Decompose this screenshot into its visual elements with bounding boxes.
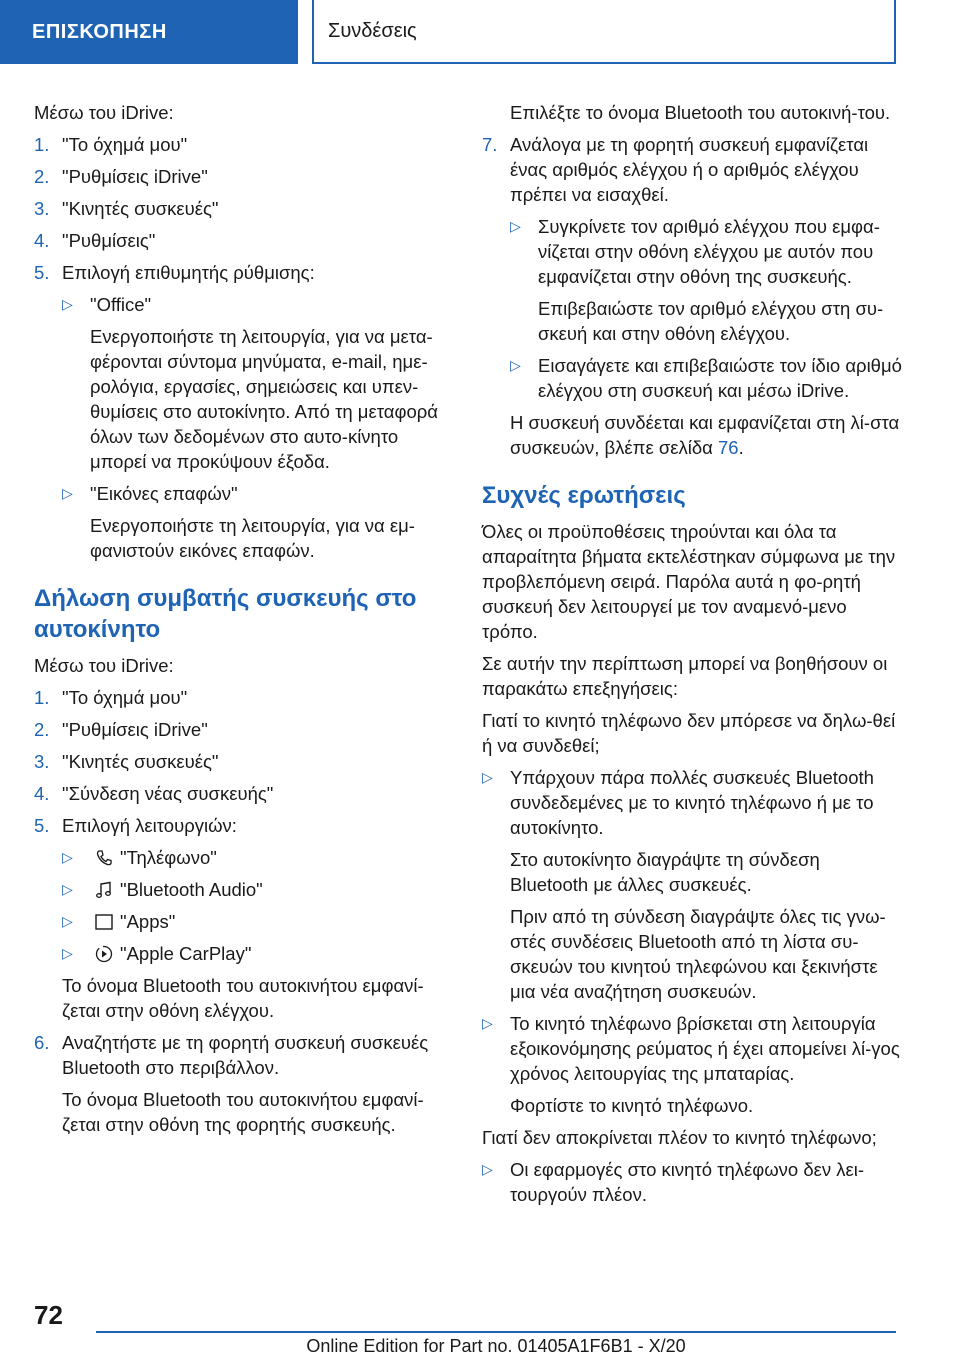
step-number: 4.: [34, 230, 50, 251]
bullet-followup: Πριν από τη σύνδεση διαγράψτε όλες τις γνω-στές συνδέσεις Bluetooth από τη λίστα συ-σκευών του κινητού τηλεφώνου και ξεκινήστε μια νέα αναζήτηση συσκευών.: [510, 906, 886, 1002]
bullet-text: Το κινητό τηλέφωνο βρίσκεται στη λειτουργία εξοικονόμησης ρεύματος ή έχει απομείνει λί-γος χρόνος λειτουργίας της μπαταρίας.: [510, 1013, 900, 1084]
step-item: [34, 1030, 446, 1080]
bullet-text: Εισαγάγετε και επιβεβαιώστε τον ίδιο αριθμό ελέγχου στη συσκευή και μέσω iDrive.: [538, 355, 902, 401]
bullet-followup: Φορτίστε το κινητό τηλέφωνο.: [510, 1095, 754, 1116]
faq-paragraph: Όλες οι προϋποθέσεις τηρούνται και όλα τα απαραίτητα βήματα εκτελέστηκαν σύμφωνα με την προβλεπόμενη σειρά. Παρόλα αυτά η φο-ρητή συσκευή δεν λειτουργεί με τον αναμενό-μενο τρόπο.: [482, 521, 896, 642]
step-item: [34, 164, 446, 189]
triangle-bullet-icon: ▷: [62, 945, 73, 961]
bullet-text: Συγκρίνετε τον αριθμό ελέγχου που εμφα-νίζεται στην οθόνη ελέγχου με αυτόν που εμφανίζεται στην οθόνη της συσκευής.: [538, 216, 880, 287]
page-number: 72: [34, 1300, 63, 1330]
step-number: 5.: [34, 815, 50, 836]
function-item: [34, 845, 446, 870]
continued-text: Επιλέξτε το όνομα Bluetooth του αυτοκινή-του.: [510, 102, 891, 123]
option-item: [34, 481, 446, 506]
chapter-title: [312, 0, 896, 64]
step-text: "Κινητές συσκευές": [62, 751, 219, 772]
bullet-item: [482, 353, 902, 403]
bullet-item: [482, 765, 902, 840]
step-text: Επιλογή λειτουργιών:: [62, 815, 237, 836]
step-number: 3.: [34, 751, 50, 772]
phone-icon: [94, 848, 114, 868]
connected-text-end: .: [738, 437, 744, 458]
step-text: "Ρυθμίσεις": [62, 230, 156, 251]
bullet-item: [482, 1157, 902, 1207]
step-item: [482, 132, 902, 207]
step-text: "Ρυθμίσεις iDrive": [62, 719, 208, 740]
step-item: [34, 717, 446, 742]
function-label: "Apps": [120, 911, 176, 932]
step-item: [34, 132, 446, 157]
faq-question: Γιατί το κινητό τηλέφωνο δεν μπόρεσε να δηλω-θεί ή να συνδεθεί;: [482, 710, 896, 756]
function-item: [34, 941, 446, 966]
step-number: 3.: [34, 198, 50, 219]
step-number: 4.: [34, 783, 50, 804]
section-heading: Δήλωση συμβατής συσκευής στο αυτοκίνητο: [34, 585, 417, 643]
step-item: [34, 260, 446, 285]
step-text: Αναζητήστε με τη φορητή συσκευή συσκευές Bluetooth στο περιβάλλον.: [62, 1032, 429, 1078]
page-link[interactable]: 76: [718, 437, 739, 458]
step-text: Ανάλογα με τη φορητή συσκευή εμφανίζεται ένας αριθμός ελέγχου ή ο αριθμός ελέγχου πρέπει να εισαχθεί.: [510, 134, 869, 205]
option-desc: Ενεργοποιήστε τη λειτουργία, για να μετα-φέρονται σύντομα μηνύματα, e-mail, ημε-ρολόγια, εργασίες, σημειώσεις και υπεν-θυμίσεις στο αυτοκίνητο. Από τη μεταφορά όλων των δεδομένων στο αυτο-κίνητο μπορεί να προκύψουν έξοδα.: [90, 326, 438, 472]
bullet-text: Οι εφαρμογές στο κινητό τηλέφωνο δεν λει-τουργούν πλέον.: [510, 1159, 865, 1205]
function-item: [34, 877, 446, 902]
result-text: Το όνομα Bluetooth του αυτοκινήτου εμφανί-ζεται στην οθόνη ελέγχου.: [62, 975, 424, 1021]
chapter-title-text: Συνδέσεις: [328, 19, 417, 42]
triangle-bullet-icon: ▷: [482, 1161, 493, 1177]
faq-paragraph: Σε αυτήν την περίπτωση μπορεί να βοηθήσουν οι παρακάτω επεξηγήσεις:: [482, 653, 888, 699]
function-label: "Τηλέφωνο": [120, 847, 217, 868]
right-column: [482, 100, 902, 1214]
step-item: [34, 813, 446, 838]
section-tab[interactable]: ΕΠΙΣΚΟΠΗΣΗ: [0, 0, 298, 64]
step-number: 1.: [34, 134, 50, 155]
bullet-followup: Στο αυτοκίνητο διαγράψτε τη σύνδεση Bluetooth με άλλες συσκευές.: [510, 849, 820, 895]
carplay-play-icon: [94, 944, 114, 964]
triangle-bullet-icon: ▷: [62, 485, 73, 501]
intro-text: Μέσω του iDrive:: [34, 102, 174, 123]
connected-text: [482, 410, 902, 460]
step-text: "Το όχημά μου": [62, 134, 188, 155]
step-number: 6.: [34, 1032, 50, 1053]
step-item: [34, 749, 446, 774]
step-item: [34, 196, 446, 221]
intro-text: Μέσω του iDrive:: [34, 655, 174, 676]
triangle-bullet-icon: ▷: [62, 296, 73, 312]
bullet-text: Υπάρχουν πάρα πολλές συσκευές Bluetooth συνδεδεμένες με το κινητό τηλέφωνο ή με το αυτοκίνητο.: [510, 767, 874, 838]
faq-heading: Συχνές ερωτήσεις: [482, 482, 686, 509]
triangle-bullet-icon: ▷: [482, 1015, 493, 1031]
step-number: 5.: [34, 262, 50, 283]
bullet-item: [482, 214, 902, 289]
triangle-bullet-icon: ▷: [510, 218, 521, 234]
triangle-bullet-icon: ▷: [510, 357, 521, 373]
step-number: 2.: [34, 719, 50, 740]
music-note-icon: [94, 880, 114, 900]
bullet-item: [482, 1011, 902, 1086]
option-label: "Office": [90, 294, 152, 315]
connected-text-main: Η συσκευή συνδέεται και εμφανίζεται στη λί-στα συσκευών, βλέπε σελίδα: [510, 412, 900, 458]
option-desc: Ενεργοποιήστε τη λειτουργία, για να εμ-φανιστούν εικόνες επαφών.: [90, 515, 415, 561]
left-column: [34, 100, 446, 1144]
step-text: Επιλογή επιθυμητής ρύθμισης:: [62, 262, 315, 283]
step-text: "Ρυθμίσεις iDrive": [62, 166, 208, 187]
footer-edition: Online Edition for Part no. 01405A1F6B1 - X/20: [306, 1336, 686, 1356]
function-label: "Apple CarPlay": [120, 943, 252, 964]
triangle-bullet-icon: ▷: [62, 849, 73, 865]
step-number: 1.: [34, 687, 50, 708]
faq-question: Γιατί δεν αποκρίνεται πλέον το κινητό τηλέφωνο;: [482, 1127, 877, 1148]
triangle-bullet-icon: ▷: [62, 913, 73, 929]
step-item: [34, 685, 446, 710]
option-item: [34, 292, 446, 317]
step-number: 2.: [34, 166, 50, 187]
step-number: 7.: [482, 134, 498, 155]
step-text: "Κινητές συσκευές": [62, 198, 219, 219]
step-item: [34, 781, 446, 806]
step-text: "Το όχημά μου": [62, 687, 188, 708]
function-item: [34, 909, 446, 934]
function-label: "Bluetooth Audio": [120, 879, 263, 900]
step-item: [34, 228, 446, 253]
result-text: Το όνομα Bluetooth του αυτοκινήτου εμφανί-ζεται στην οθόνη της φορητής συσκευής.: [62, 1089, 424, 1135]
apps-square-icon: [94, 912, 114, 932]
triangle-bullet-icon: ▷: [482, 769, 493, 785]
step-text: "Σύνδεση νέας συσκευής": [62, 783, 274, 804]
triangle-bullet-icon: ▷: [62, 881, 73, 897]
option-label: "Εικόνες επαφών": [90, 483, 238, 504]
bullet-followup: Επιβεβαιώστε τον αριθμό ελέγχου στη συ-σκευή και στην οθόνη ελέγχου.: [538, 298, 884, 344]
